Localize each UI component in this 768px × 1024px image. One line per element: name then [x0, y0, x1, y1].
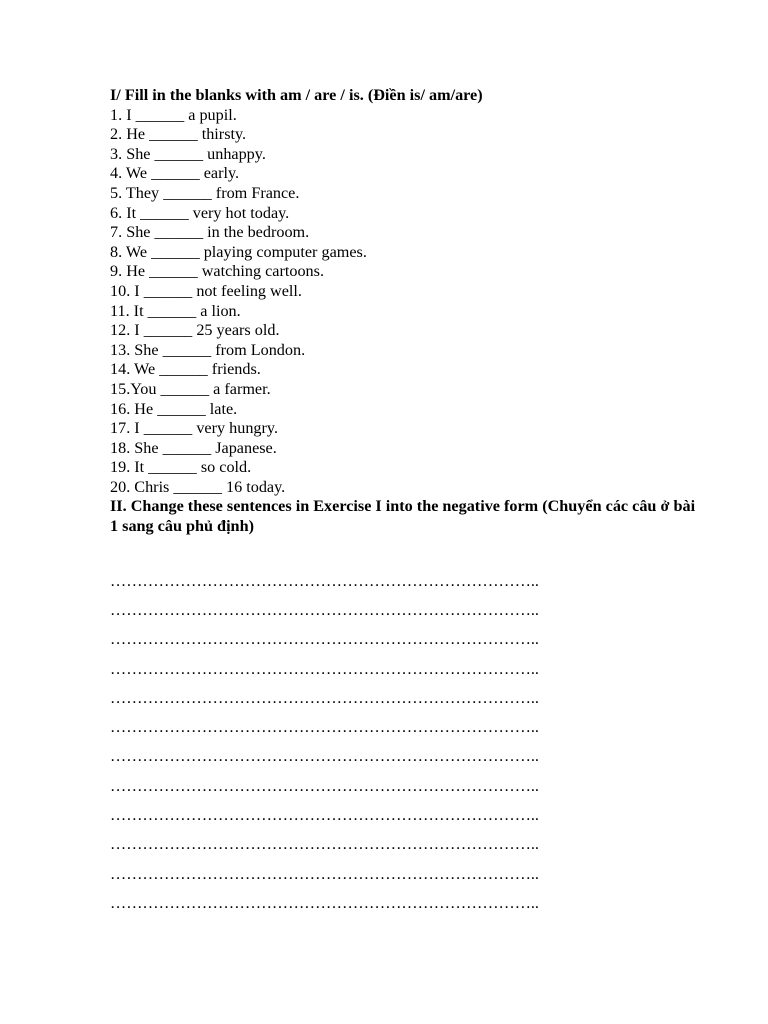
section1-heading: I/ Fill in the blanks with am / are / is. (Điền is/ am/are) [110, 86, 483, 104]
answer-lines [110, 567, 710, 919]
section1-items [110, 106, 710, 498]
answer-line: …………………………………………………………………….. [110, 806, 539, 825]
exercise-item: 5. They ______ from France. [110, 183, 300, 202]
exercise-item: 18. She ______ Japanese. [110, 438, 277, 457]
exercise-item: 6. It ______ very hot today. [110, 203, 290, 222]
answer-line: …………………………………………………………………….. [110, 688, 539, 707]
exercise-item: 9. He ______ watching cartoons. [110, 262, 324, 281]
exercise-item: 20. Chris ______ 16 today. [110, 477, 286, 496]
answer-line: …………………………………………………………………….. [110, 747, 539, 766]
exercise-item: 7. She ______ in the bedroom. [110, 223, 310, 242]
answer-line: …………………………………………………………………….. [110, 864, 539, 883]
answer-line: …………………………………………………………………….. [110, 893, 539, 912]
answer-line: …………………………………………………………………….. [110, 718, 539, 737]
exercise-item: 16. He ______ late. [110, 399, 238, 418]
exercise-item: 11. It ______ a lion. [110, 301, 241, 320]
exercise-item: 3. She ______ unhappy. [110, 144, 266, 163]
exercise-item: 15.You ______ a farmer. [110, 379, 271, 398]
exercise-item: 17. I ______ very hungry. [110, 419, 278, 438]
exercise-item: 10. I ______ not feeling well. [110, 281, 302, 300]
answer-line: …………………………………………………………………….. [110, 630, 539, 649]
worksheet-page [110, 86, 710, 918]
exercise-item: 8. We ______ playing computer games. [110, 242, 367, 261]
answer-line: …………………………………………………………………….. [110, 835, 539, 854]
exercise-item: 19. It ______ so cold. [110, 458, 252, 477]
answer-line: …………………………………………………………………….. [110, 776, 539, 795]
exercise-item: 1. I ______ a pupil. [110, 105, 237, 124]
exercise-item: 13. She ______ from London. [110, 340, 306, 359]
answer-line: …………………………………………………………………….. [110, 659, 539, 678]
answer-line: …………………………………………………………………….. [110, 600, 539, 619]
exercise-item: 4. We ______ early. [110, 164, 240, 183]
section2-heading: II. Change these sentences in Exercise I into the negative form (Chuyển các câu ở bài 1 sang câu phủ định) [110, 497, 696, 536]
exercise-item: 14. We ______ friends. [110, 360, 261, 379]
exercise-item: 12. I ______ 25 years old. [110, 321, 280, 340]
answer-line: …………………………………………………………………….. [110, 571, 539, 590]
exercise-item: 2. He ______ thirsty. [110, 125, 247, 144]
